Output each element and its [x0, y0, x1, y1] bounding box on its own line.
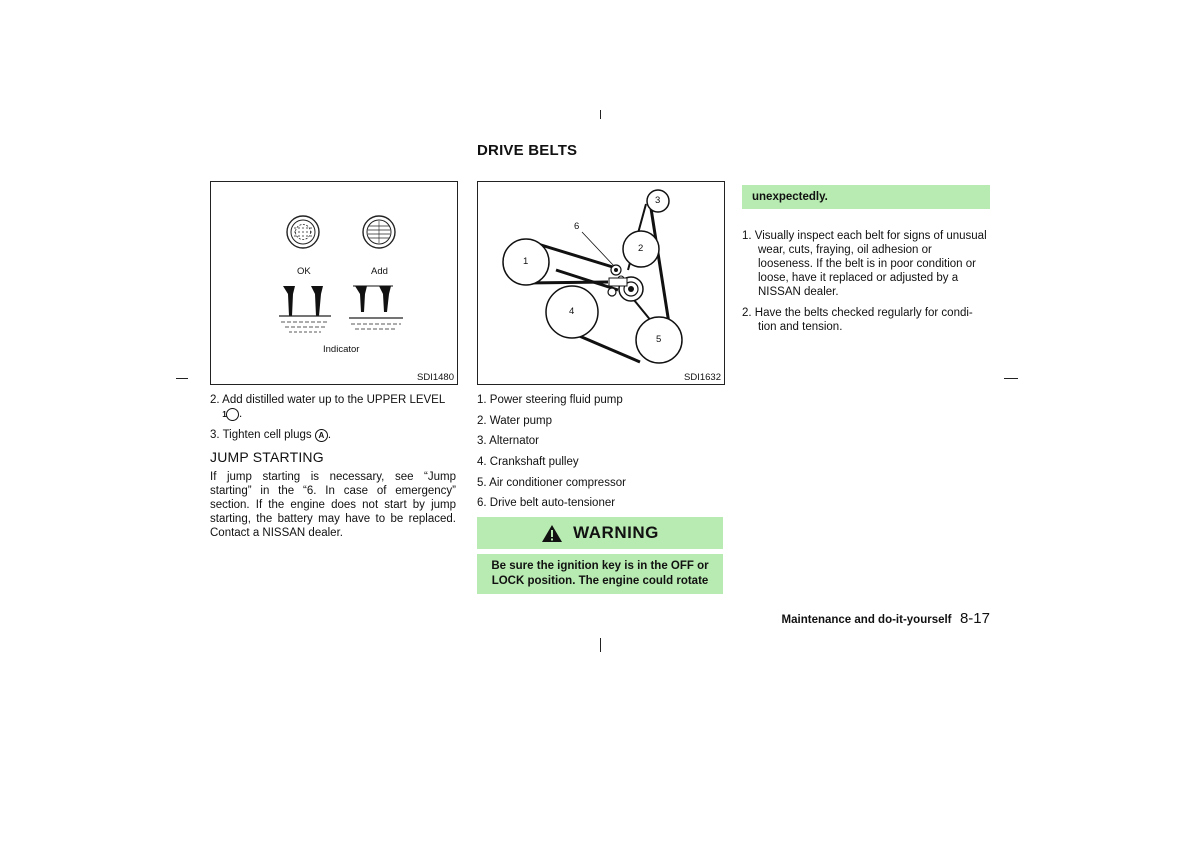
ok-indicator-eye	[287, 216, 319, 248]
jump-starting-paragraph: If jump starting is necessary, see “Jump starting” in the “6. In case of emergency” section. If the engine does not start by jump starting, the battery may have to be replaced. Contact a NISSAN dealer.	[210, 470, 456, 539]
warning-title: WARNING	[573, 523, 659, 542]
add-probe-illustration	[349, 286, 403, 329]
add-label: Add	[371, 266, 388, 277]
auto-tensioner	[608, 265, 643, 301]
ok-label: OK	[297, 266, 311, 277]
callout-2: 2	[638, 243, 644, 254]
callout-1: 1	[523, 256, 529, 267]
list-item: 3. Alternator	[477, 435, 540, 448]
drive-belt-figure	[477, 181, 725, 385]
footer-section-title: Maintenance and do-it-yourself	[781, 614, 952, 626]
list-item: 2. Have the belts checked regularly for condi-tion and tension.	[742, 307, 973, 333]
step-2: 2. Add distilled water up to the UPPER LEVEL 1 .	[210, 394, 446, 420]
list-item: 6. Drive belt auto-tensioner	[477, 497, 616, 510]
page-title: DRIVE BELTS	[477, 142, 578, 159]
warning-header	[477, 517, 723, 549]
crop-mark-top	[600, 110, 601, 119]
callout-5: 5	[656, 334, 662, 345]
list-item: 1. Power steering fluid pump	[477, 394, 623, 406]
page-number: 8-17	[959, 610, 990, 627]
list-item: 5. Air conditioner compressor	[477, 476, 626, 489]
drive-belt-diagram	[478, 182, 724, 384]
cell-plug-marker: A	[315, 429, 328, 442]
jump-starting-heading: JUMP STARTING	[210, 448, 324, 465]
add-indicator-eye	[363, 216, 395, 248]
callout-6: 6	[574, 221, 580, 232]
step-3: 3. Tighten cell plugs A .	[210, 428, 332, 441]
list-item: 2. Water pump	[477, 414, 552, 427]
left-column	[210, 393, 456, 540]
step-2-text: 2. Add distilled water up to the UPPER LEVEL	[210, 394, 446, 406]
ok-probe-illustration	[279, 286, 331, 332]
indicator-label: Indicator	[323, 344, 360, 355]
crop-mark-bottom	[600, 638, 601, 652]
warning-triangle-icon	[541, 524, 563, 543]
list-item: 4. Crankshaft pulley	[477, 456, 579, 469]
inspection-list	[742, 229, 990, 334]
page-footer	[780, 610, 990, 628]
crop-mark-left	[176, 378, 188, 379]
callout-4: 4	[569, 306, 575, 317]
list-item: 1. Visually inspect each belt for signs of unusual wear, cuts, fraying, oil adhesion or looseness. If the belt is in poor condition or loose, have it replaced or adjusted by a NISSAN dealer.	[742, 230, 987, 298]
parts-list	[477, 393, 723, 517]
battery-indicator-figure	[210, 181, 458, 385]
figure-code-left: SDI1480	[417, 372, 454, 383]
warning-continued: unexpectedly.	[742, 185, 990, 209]
upper-level-marker: 1	[226, 408, 239, 421]
warning-body: Be sure the ignition key is in the OFF or LOCK position. The engine could rotate	[477, 554, 723, 594]
step-3-text: 3. Tighten cell plugs	[210, 428, 312, 441]
callout-3: 3	[655, 195, 661, 206]
crop-mark-right	[1004, 378, 1018, 379]
figure-code-right: SDI1632	[684, 372, 721, 383]
